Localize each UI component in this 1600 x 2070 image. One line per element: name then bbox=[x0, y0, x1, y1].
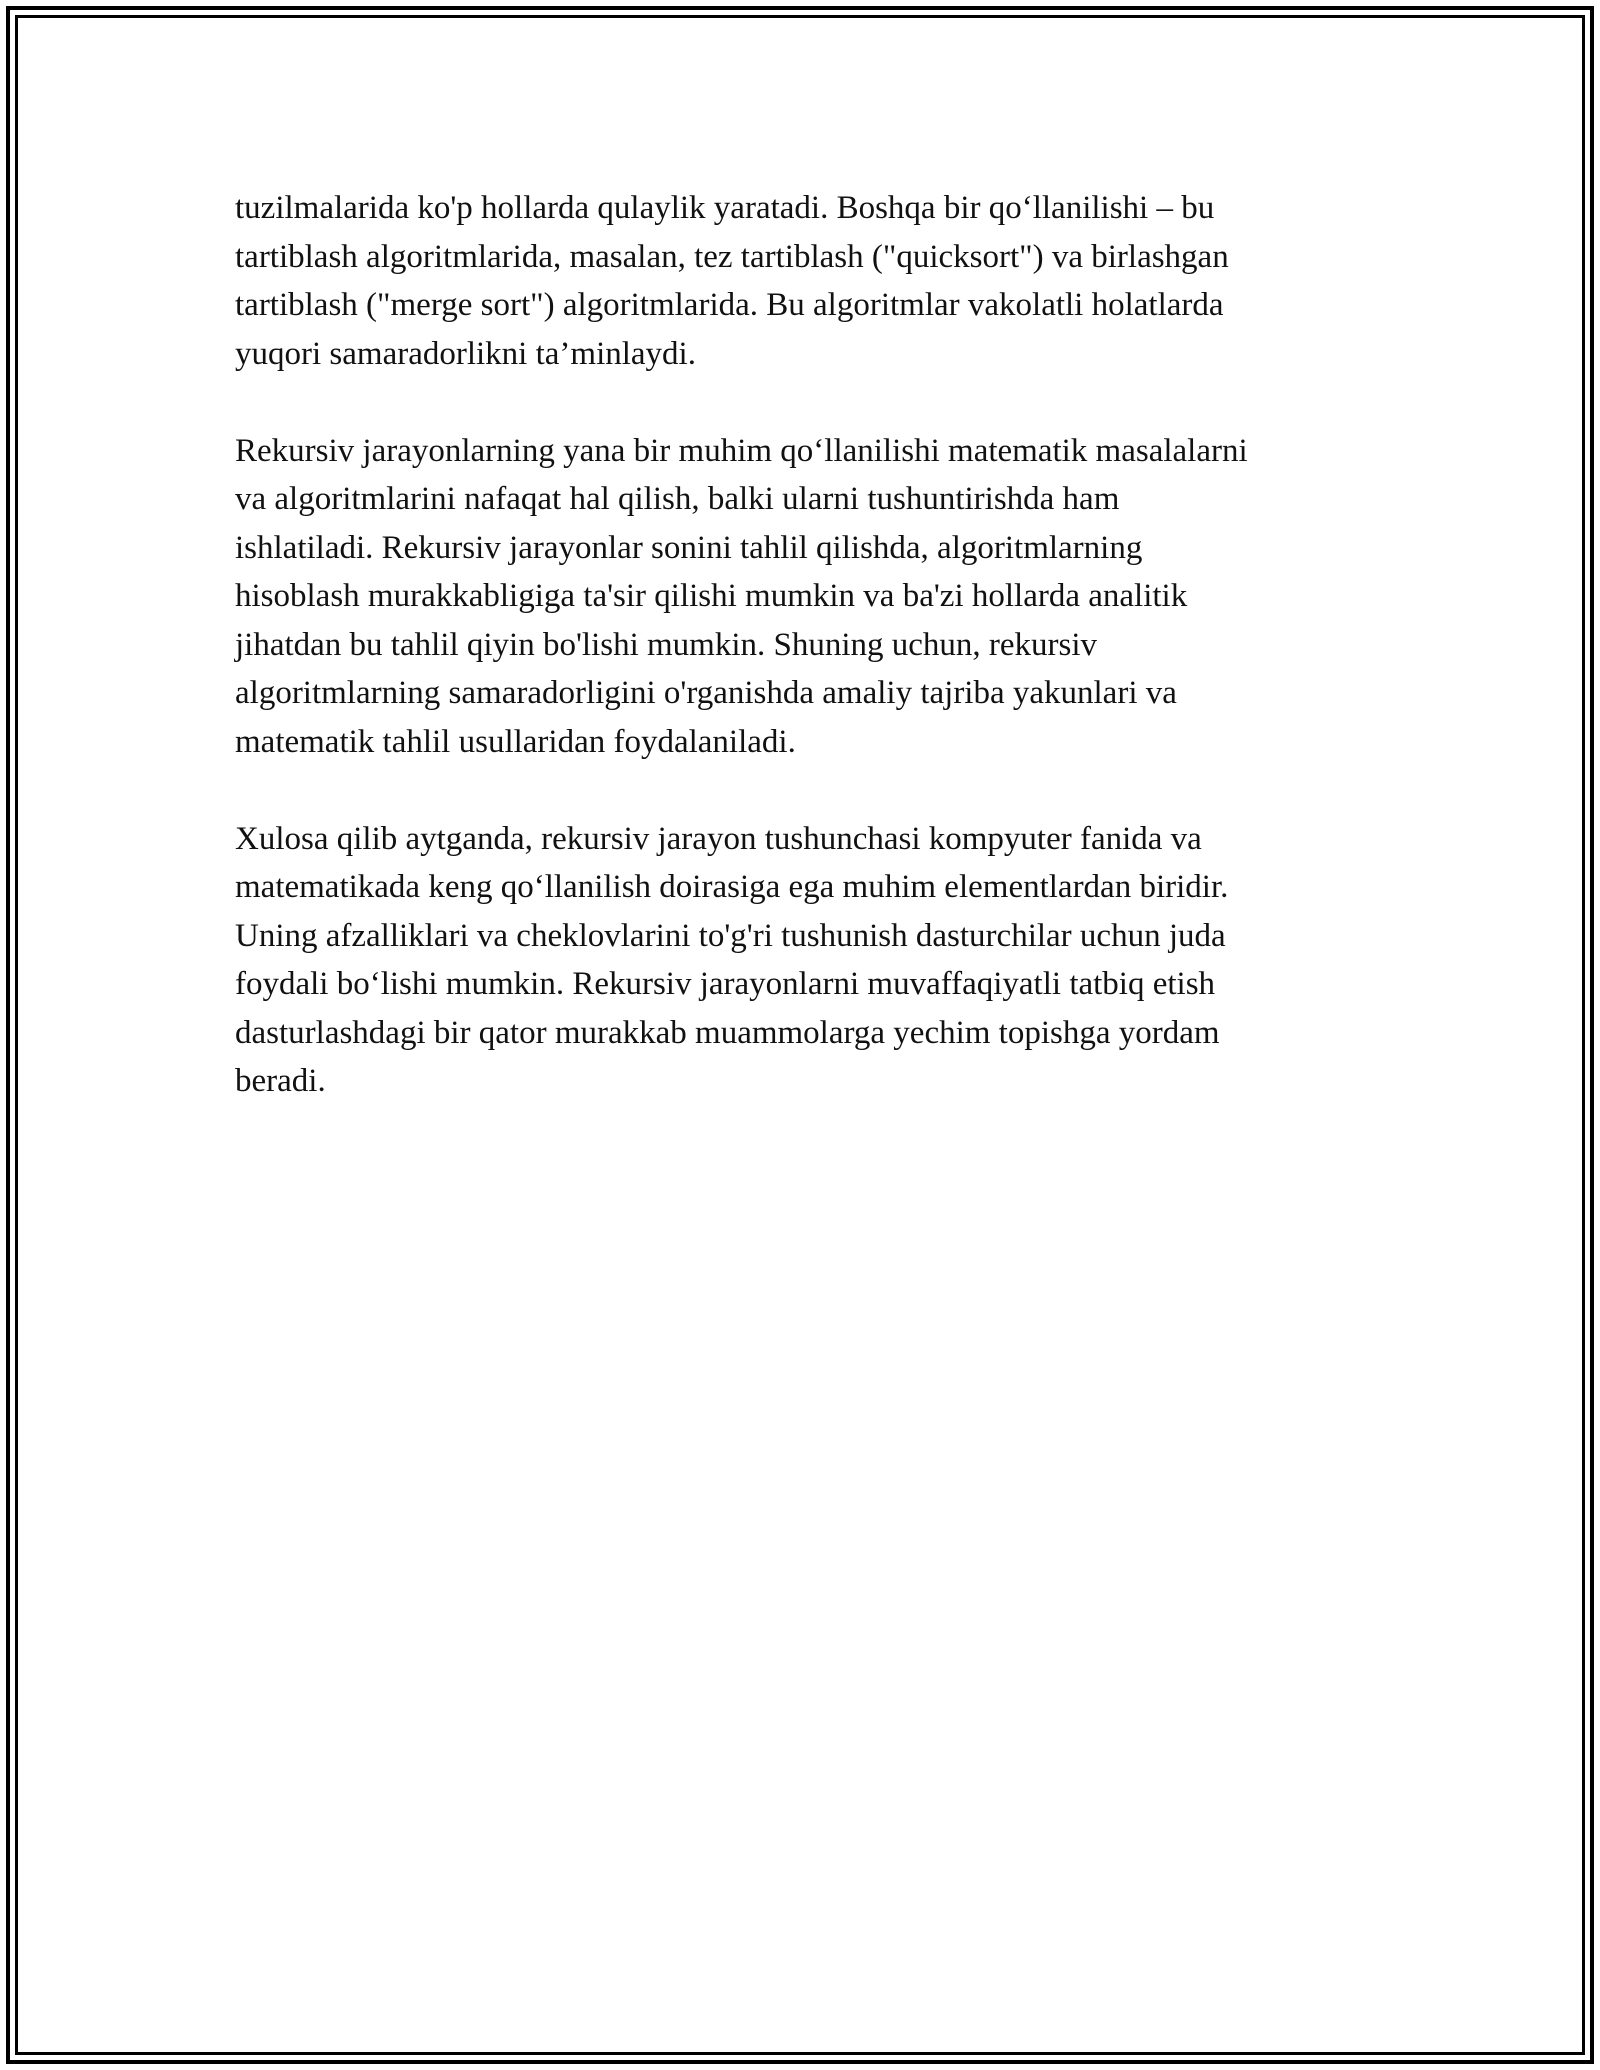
paragraph-conclusion: Xulosa qilib aytganda, rekursiv jarayon tushunchasi kompyuter fanida va matematikada keng qo‘llanilish doirasiga ega muhim elementlardan biridir. Uning afzalliklari va cheklovlarini to'g'ri tushunish dasturchilar uchun juda foydali bo‘lishi mumkin. Rekursiv jarayonlarni muvaffaqiyatli tatbiq etish dasturlashdagi bir qator murakkab muammolarga yechim topishga yordam beradi. bbox=[235, 820, 1229, 1099]
paragraph-sorting-algorithms: tuzilmalarida ko'p hollarda qulaylik yaratadi. Boshqa bir qo‘llanilishi – bu tartiblash algoritmlarida, masalan, tez tartiblash ("quicksort") va birlashgan tartiblash ("merge sort") algoritmlarida. Bu algoritmlar vakolatli holatlarda yuqori samaradorlikni ta’minlaydi. bbox=[235, 190, 1229, 372]
paragraph-mathematical-applications: Rekursiv jarayonlarning yana bir muhim qo‘llanilishi matematik masalalarni va algoritmlarini nafaqat hal qilish, balki ularni tushuntirishda ham ishlatiladi. Rekursiv jarayonlar sonini tahlil qilishda, algoritmlarning hisoblash murakkabligiga ta'sir qilishi mumkin va ba'zi hollarda analitik jihatdan bu tahlil qiyin bo'lishi mumkin. Shuning uchun, rekursiv algoritmlarning samaradorligini o'rganishda amaliy tajriba yakunlari va matematik tahlil usullaridan foydalaniladi. bbox=[235, 432, 1248, 760]
document-body bbox=[235, 184, 1395, 1154]
